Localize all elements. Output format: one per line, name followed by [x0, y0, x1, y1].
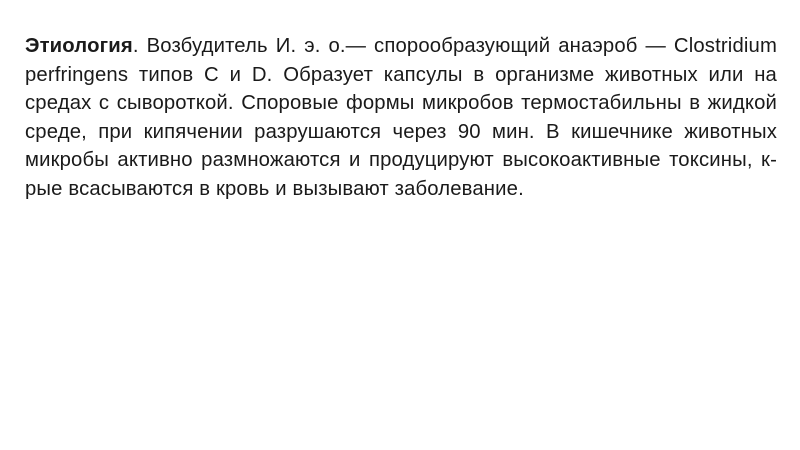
etiology-text: . Возбудитель И. э. о.— спорообразующий анаэроб — Clostridium perfringens типов C и D. Образует капсулы в организме животных или на средах с сывороткой. Споровые формы микробов термостабильны в жидкой среде, при кипячении разрушаются через 90 мин. В кишечнике животных микробы активно размножаются и продуцируют высокоактивные токсины, к-рые всасываются в кровь и вызывают заболевание.: [25, 35, 777, 200]
etiology-term: Этиология: [25, 35, 133, 57]
etiology-paragraph: [25, 32, 777, 204]
